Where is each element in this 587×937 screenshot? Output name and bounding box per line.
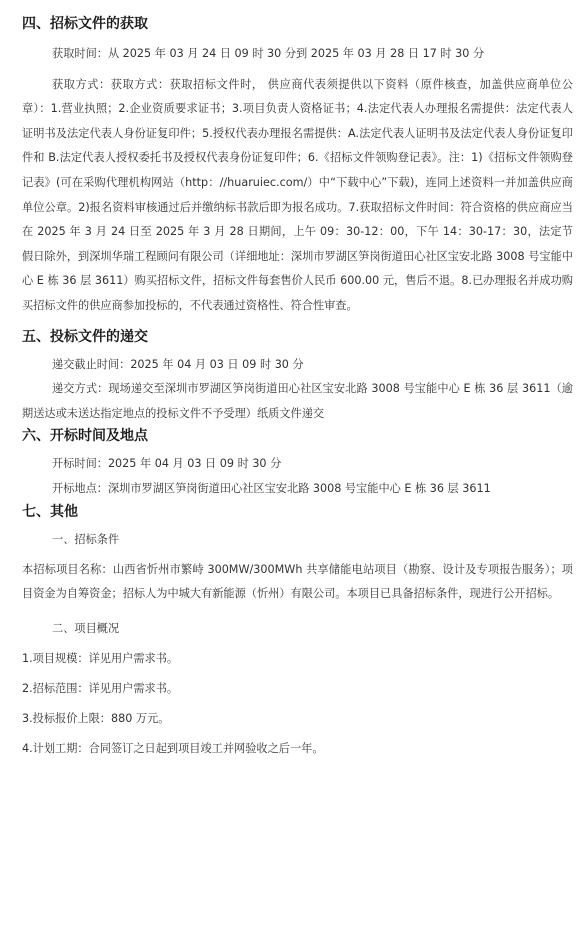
section-6 <box>22 426 573 501</box>
obtain-method: 获取方式：获取方式：获取招标文件时， 供应商代表须提供以下资料（原件核查，加盖供应商单位公章）：1.营业执照；2.企业资质要求证书；3.项目负责人资格证书；4.法定代表人办理报名需提供：法定代表人证明书及法定代表人身份证复印件；5.授权代表办理报名需提供：A.法定代表人证明书及法定代表人身份证复印件和 B.法定代表人授权委托书及授权代表身份证复印件；6.《招标文件领购登记表》。注：1)《招标文件领购登记表》(可在采购代理机构网站（http：//huaruiec.com/）中“下载中心”下载)，连同上述资料一并加盖供应商单位公章。2)报名资料审核通过后并缴纳标书款后即为报名成功。7.获取招标文件时间：符合资格的供应商应当在 2025 年 3 月 24 日至 2025 年 3 月 28 日期间，上午 09：30-12：00，下午 14：30-17：30，法定节假日除外，到深圳华瑞工程顾问有限公司（详细地址：深圳市罗湖区笋岗街道田心社区宝安北路 3008 号宝能中心 E 栋 36 层 3611）购买招标文件，招标文件每套售价人民币 600.00 元，售后不退。8.已办理报名并成功购买招标文件的供应商参加投标的，不代表通过资格性、符合性审查。 <box>22 77 573 312</box>
submit-method: 递交方式：现场递交至深圳市罗湖区笋岗街道田心社区宝安北路 3008 号宝能中心 E 栋 36 层 3611（逾期送达或未送达指定地点的投标文件不予受理）纸质文件递交 <box>22 382 573 420</box>
section-5 <box>22 327 573 427</box>
subheading-overview: 二、项目概况 <box>52 621 120 635</box>
section-4 <box>22 14 573 319</box>
opening-place: 开标地点：深圳市罗湖区笋岗街道田心社区宝安北路 3008 号宝能中心 E 栋 36 层 3611 <box>52 481 491 495</box>
submit-deadline: 递交截止时间：2025 年 04 月 03 日 09 时 30 分 <box>52 357 304 371</box>
overview-item: 4.计划工期：合同签订之日起到项目竣工并网验收之后一年。 <box>22 741 324 755</box>
section-4-title: 四、招标文件的获取 <box>22 16 148 32</box>
section-6-title: 六、开标时间及地点 <box>22 428 148 445</box>
section-7-title: 七、其他 <box>22 503 78 520</box>
section-7 <box>22 502 573 761</box>
opening-time: 开标时间：2025 年 04 月 03 日 09 时 30 分 <box>52 457 282 471</box>
obtain-time: 获取时间：从 2025 年 03 月 24 日 09 时 30 分到 2025 年 03 月 28 日 17 时 30 分 <box>52 47 485 60</box>
section-5-title: 五、投标文件的递交 <box>22 328 148 345</box>
overview-item: 1.项目规模：详见用户需求书。 <box>22 651 179 665</box>
overview-item: 3.投标报价上限：880 万元。 <box>22 711 170 725</box>
conditions-text: 本招标项目名称：山西省忻州市繁峙 300MW/300MWh 共享储能电站项目（勘察、设计及专项报告服务）；项目资金为自筹资金；招标人为中城大有新能源（忻州）有限公司。本项目已具备招标条件，现进行公开招标。 <box>22 562 573 601</box>
overview-item: 2.招标范围：详见用户需求书。 <box>22 681 179 695</box>
subheading-conditions: 一、招标条件 <box>52 532 120 546</box>
